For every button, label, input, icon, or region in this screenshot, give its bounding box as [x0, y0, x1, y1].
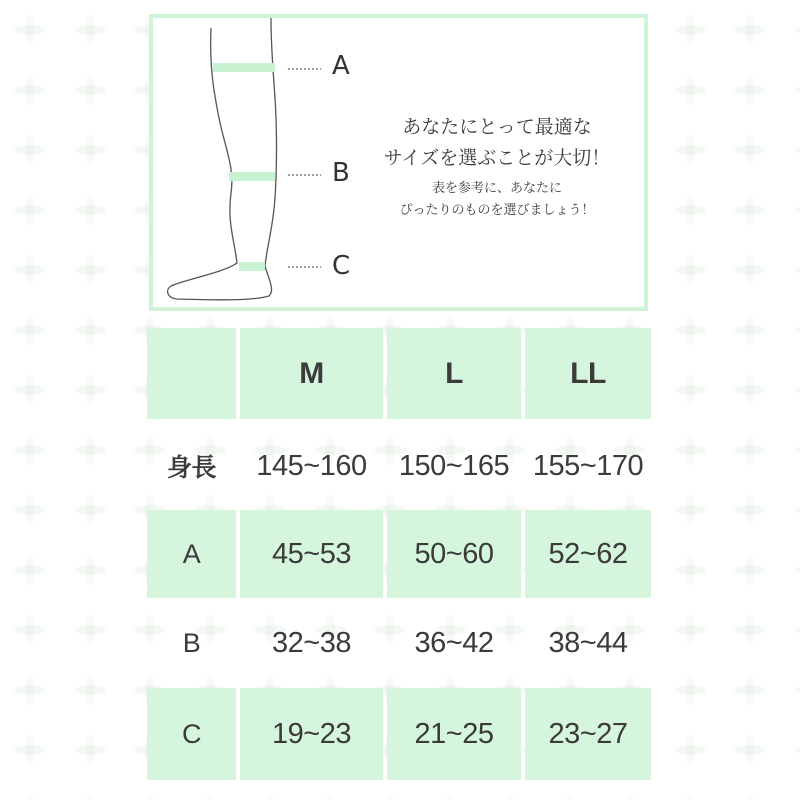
size-submessage — [362, 178, 632, 222]
row-header-b: B — [182, 627, 201, 658]
band-b — [229, 172, 275, 181]
size-message-line2: サイズを選ぶことが大切！ — [383, 147, 611, 169]
size-submessage-line2: ぴったりのものを選びましょう！ — [399, 203, 595, 218]
table-corner — [147, 328, 236, 419]
size-message-line1: あなたにとって最適な — [402, 116, 592, 138]
column-header-m: M — [240, 328, 383, 419]
table-cell: 145~160 — [256, 449, 367, 482]
column-header-ll: LL — [525, 328, 651, 419]
table-cell: 155~170 — [532, 449, 644, 482]
table-cell: 150~165 — [398, 449, 510, 482]
label-c: C — [332, 251, 351, 281]
column-header-l: L — [387, 328, 521, 419]
label-b: B — [332, 158, 350, 188]
row-header-c: C — [147, 688, 236, 780]
table-cell: 50~60 — [387, 510, 521, 598]
row-header-height: 身長 — [166, 453, 216, 482]
table-cell: 38~44 — [548, 626, 628, 659]
table-cell: 23~27 — [525, 688, 651, 780]
size-message — [362, 112, 632, 174]
table-cell: 21~25 — [387, 688, 521, 780]
table-cell: 36~42 — [414, 626, 494, 659]
leg-outline — [168, 18, 277, 300]
label-a: A — [332, 51, 350, 81]
table-cell: 52~62 — [525, 510, 651, 598]
size-submessage-line1: 表を参考に、あなたに — [431, 181, 562, 196]
band-a — [213, 63, 275, 72]
table-cell: 45~53 — [240, 510, 383, 598]
table-cell: 32~38 — [272, 626, 351, 659]
row-header-a: A — [147, 510, 236, 598]
table-cell: 19~23 — [240, 688, 383, 780]
band-c — [239, 262, 265, 271]
